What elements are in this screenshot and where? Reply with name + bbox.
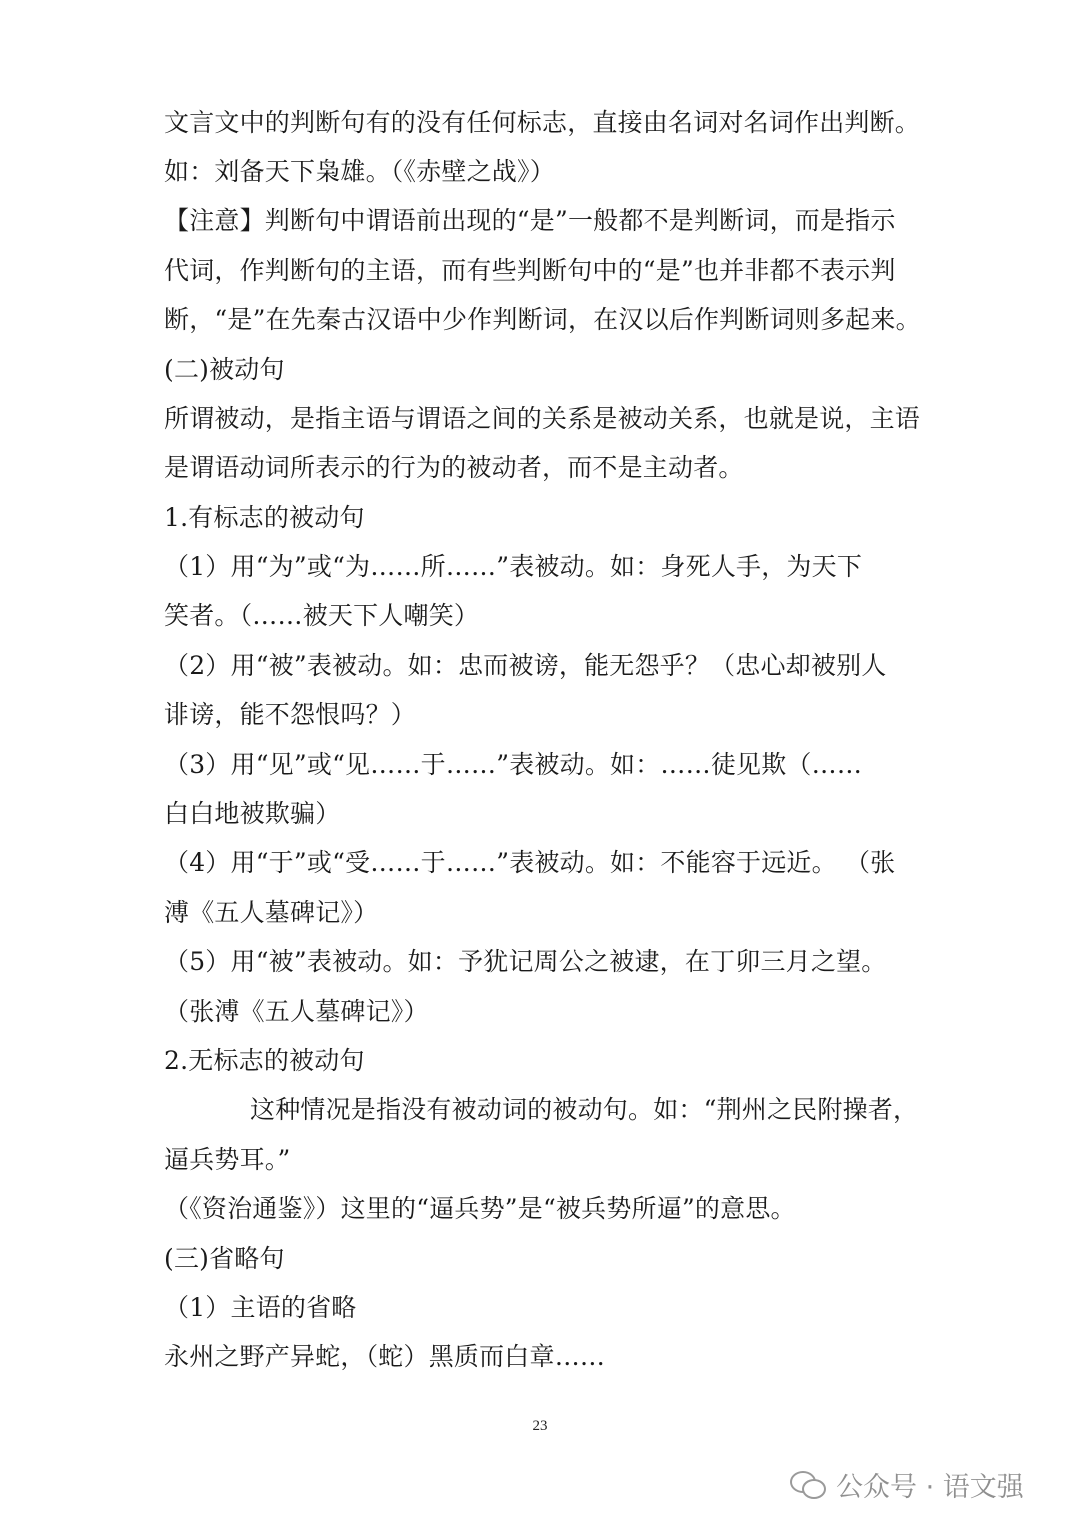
text-line: 永州之野产异蛇，（蛇）黑质而白章…… bbox=[164, 1342, 606, 1371]
text-line: 文言文中的判断句有的没有任何标志，直接由名词对名词作出判断。 bbox=[164, 108, 921, 137]
subsection-heading: 2.无标志的被动句 bbox=[164, 1046, 365, 1075]
text-line: 如：刘备天下枭雄。（《赤壁之战》） bbox=[164, 157, 555, 186]
text-line: 这种情况是指没有被动词的被动句。如：“荆州之民附操者， bbox=[250, 1095, 919, 1124]
wechat-icon bbox=[790, 1468, 826, 1500]
text-line: 逼兵势耳。” bbox=[164, 1145, 291, 1174]
text-line: 笑者。（……被天下人嘲笑） bbox=[164, 601, 480, 630]
text-line: 溥《五人墓碑记》） bbox=[164, 898, 379, 927]
watermark-text: 公众号 · 语文强 bbox=[836, 1471, 1024, 1503]
text-line: （5）用“被”表被动。如：予犹记周公之被逮，在丁卯三月之望。 bbox=[164, 947, 887, 976]
text-line: 是谓语动词所表示的行为的被动者，而不是主动者。 bbox=[164, 453, 744, 482]
text-line: 白白地被欺骗） bbox=[164, 799, 341, 828]
text-line: （3）用“见”或“见……于……”表被动。如：……徒见欺（…… bbox=[164, 750, 863, 779]
text-line: （1）主语的省略 bbox=[164, 1293, 357, 1322]
text-line: （张溥《五人墓碑记》） bbox=[164, 997, 429, 1026]
text-line: （《资治通鉴》）这里的“逼兵势”是“被兵势所逼”的意思。 bbox=[164, 1194, 796, 1223]
text-line: 代词，作判断句的主语，而有些判断句中的“是”也并非都不表示判 bbox=[164, 256, 896, 285]
text-line: 断，“是”在先秦古汉语中少作判断词，在汉以后作判断词则多起来。 bbox=[164, 305, 921, 334]
text-line: 【注意】判断句中谓语前出现的“是”一般都不是判断词，而是指示 bbox=[164, 206, 896, 235]
page-number: 23 bbox=[532, 1418, 548, 1434]
section-heading: (二)被动句 bbox=[164, 355, 285, 384]
text-line: （4）用“于”或“受……于……”表被动。如：不能容于远近。 （张 bbox=[164, 848, 896, 877]
section-heading: (三)省略句 bbox=[164, 1244, 285, 1273]
text-line: 所谓被动，是指主语与谓语之间的关系是被动关系，也就是说，主语 bbox=[164, 404, 921, 433]
watermark bbox=[790, 1462, 1060, 1506]
subsection-heading: 1.有标志的被动句 bbox=[164, 503, 365, 532]
text-line: 诽谤，能不怨恨吗？） bbox=[164, 700, 417, 729]
text-line: （2）用“被”表被动。如：忠而被谤，能无怨乎？（忠心却被别人 bbox=[164, 651, 887, 680]
text-line: （1）用“为”或“为……所……”表被动。如：身死人手，为天下 bbox=[164, 552, 863, 581]
